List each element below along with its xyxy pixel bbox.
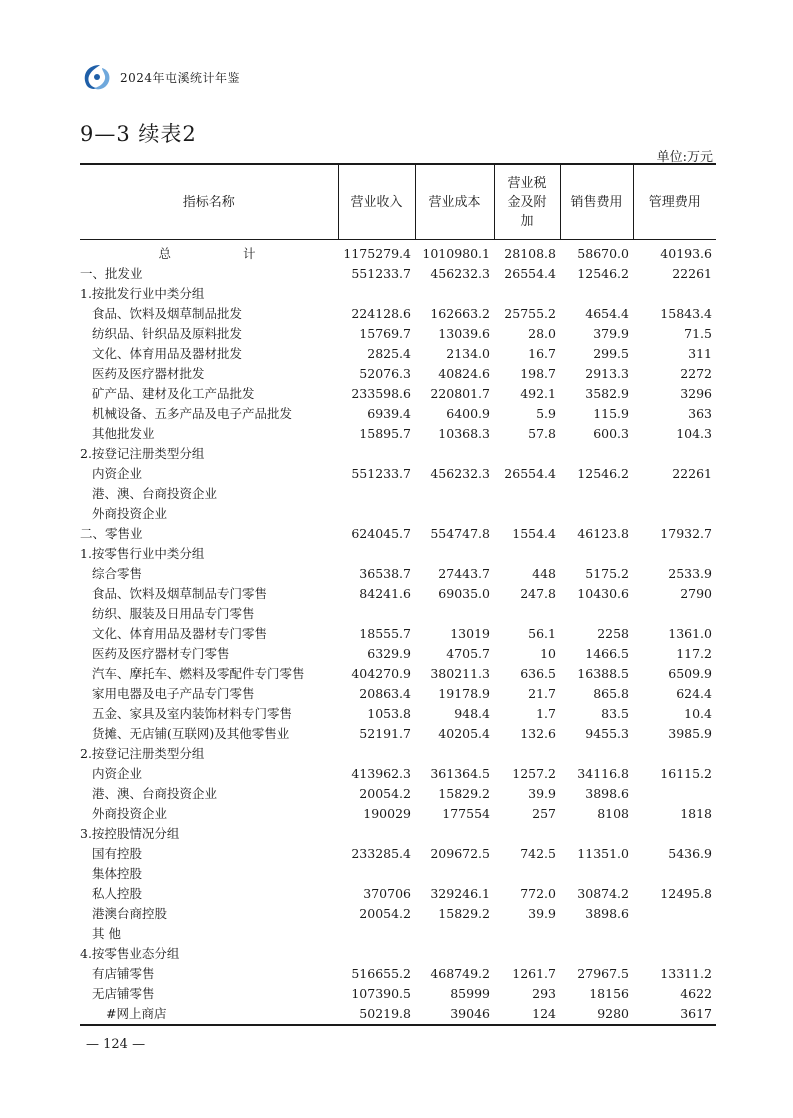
cell-value: 16115.2 (660, 766, 712, 781)
cell-value (560, 744, 633, 764)
cell-value: 83.5 (601, 706, 629, 721)
cell-value: 3582.9 (585, 386, 629, 401)
cell-value: 413962.3 (351, 766, 411, 781)
cell-value: 162663.2 (430, 306, 490, 321)
cell-value: 380211.3 (430, 666, 490, 681)
row-label: 五金、家具及室内装饰材料专门零售 (92, 706, 293, 721)
cell-value (633, 944, 716, 964)
cell-value (338, 924, 415, 944)
cell-value: 15895.7 (359, 426, 411, 441)
table-row (80, 764, 716, 784)
cell-value: 71.5 (684, 326, 712, 341)
row-label: 2.按登记注册类型分组 (80, 746, 205, 761)
cell-value: 865.8 (593, 686, 629, 701)
row-label: 外商投资企业 (92, 506, 168, 521)
cell-value (338, 444, 415, 464)
table-row (80, 664, 716, 684)
cell-value: 115.9 (593, 406, 629, 421)
cell-value: 5436.9 (668, 846, 712, 861)
cell-value (338, 604, 415, 624)
cell-value: 4705.7 (446, 646, 490, 661)
table-row (80, 324, 716, 344)
cell-value: 52191.7 (359, 726, 411, 741)
cell-value (494, 504, 560, 524)
cell-value (415, 864, 494, 884)
cell-value (633, 504, 716, 524)
table-row (80, 404, 716, 424)
row-label: 港、澳、台商投资企业 (92, 786, 218, 801)
cell-value: 247.8 (520, 586, 556, 601)
cell-value: 39046 (415, 1004, 494, 1025)
cell-value (338, 504, 415, 524)
cell-value: 15843.4 (660, 306, 712, 321)
cell-value (415, 604, 494, 624)
table-row (80, 564, 716, 584)
table-row (80, 864, 716, 884)
table-row (80, 724, 716, 744)
cell-value (560, 944, 633, 964)
row-label: 其他批发业 (92, 426, 155, 441)
cell-value: 4654.4 (585, 306, 629, 321)
row-label: 港澳台商控股 (92, 906, 168, 921)
cell-value: 3898.6 (585, 906, 629, 921)
cell-value (560, 444, 633, 464)
cell-value: 299.5 (593, 346, 629, 361)
cell-value: 2825.4 (367, 346, 411, 361)
cell-value: 30874.2 (577, 886, 629, 901)
cell-value: 448 (532, 566, 556, 581)
table-row (80, 744, 716, 764)
cell-value: 17932.7 (660, 526, 712, 541)
cell-value (560, 924, 633, 944)
cell-value (494, 944, 560, 964)
cell-value: 57.8 (528, 426, 556, 441)
cell-value: 117.2 (676, 646, 712, 661)
cell-value: 209672.5 (430, 846, 490, 861)
cell-value (415, 924, 494, 944)
table-row (80, 484, 716, 504)
cell-value: 492.1 (520, 386, 556, 401)
cell-value: 8108 (597, 806, 629, 821)
cell-value: 9280 (560, 1004, 633, 1025)
table-row (80, 884, 716, 904)
cell-value: 600.3 (593, 426, 629, 441)
cell-value: 224128.6 (351, 306, 411, 321)
cell-value (494, 444, 560, 464)
row-label: 2.按登记注册类型分组 (80, 446, 205, 461)
cell-value: 27967.5 (577, 966, 629, 981)
cell-value: 379.9 (593, 326, 629, 341)
cell-value: 5.9 (536, 406, 556, 421)
cell-value (633, 744, 716, 764)
cell-value: 46123.8 (577, 526, 629, 541)
table-header-row (80, 164, 716, 240)
row-label: 有店铺零售 (92, 966, 155, 981)
cell-value: 363 (688, 406, 712, 421)
cell-value: 36538.7 (359, 566, 411, 581)
row-label: 国有控股 (92, 846, 143, 861)
cell-value: 85999 (450, 986, 490, 1001)
table-row (80, 844, 716, 864)
cell-value: 22261 (672, 266, 712, 281)
table-row (80, 524, 716, 544)
row-label: 集体控股 (92, 866, 143, 881)
table-row (80, 464, 716, 484)
cell-value (633, 904, 716, 924)
table-row (80, 424, 716, 444)
table-row (80, 804, 716, 824)
cell-value (633, 784, 716, 804)
cell-value: 1261.7 (512, 966, 556, 981)
row-label: 矿产品、建材及化工产品批发 (92, 386, 255, 401)
cell-value: 2913.3 (585, 366, 629, 381)
cell-value: 329246.1 (430, 886, 490, 901)
cell-value: 28108.8 (504, 246, 556, 261)
row-label: 私人控股 (92, 886, 143, 901)
cell-value: 1466.5 (585, 646, 629, 661)
cell-value: 6509.9 (668, 666, 712, 681)
table-title: 9—3 续表2 (80, 122, 197, 146)
page-number: — 124 — (86, 1037, 146, 1052)
cell-value: 9455.3 (585, 726, 629, 741)
table-row (80, 240, 716, 265)
row-label: 二、零售业 (80, 526, 143, 541)
row-label: 内资企业 (92, 766, 143, 781)
cell-value: 132.6 (520, 726, 556, 741)
row-label: 纺织、服装及日用品专门零售 (92, 606, 255, 621)
cell-value (338, 284, 415, 304)
table-row (80, 964, 716, 984)
cell-value: 257 (532, 806, 556, 821)
cell-value (560, 544, 633, 564)
cell-value: 84241.6 (359, 586, 411, 601)
cell-value (415, 284, 494, 304)
row-label: 纺织品、针织品及原料批发 (92, 326, 243, 341)
cell-value (338, 544, 415, 564)
table-row (80, 704, 716, 724)
table-row (80, 924, 716, 944)
cell-value: 198.7 (520, 366, 556, 381)
cell-value (494, 924, 560, 944)
cell-value: 516655.2 (351, 966, 411, 981)
cell-value: 18555.7 (359, 626, 411, 641)
cell-value: 624045.7 (351, 526, 411, 541)
row-label: 家用电器及电子产品专门零售 (92, 686, 255, 701)
row-label: 港、澳、台商投资企业 (92, 486, 218, 501)
cell-value: 13019 (450, 626, 490, 641)
table-row (80, 384, 716, 404)
cell-value (560, 504, 633, 524)
cell-value: 6939.4 (367, 406, 411, 421)
cell-value (560, 604, 633, 624)
cell-value (560, 824, 633, 844)
cell-value: 2258 (597, 626, 629, 641)
cell-value (633, 284, 716, 304)
cell-value (494, 284, 560, 304)
cell-value (633, 824, 716, 844)
cell-value: 10368.3 (438, 426, 490, 441)
cell-value (338, 864, 415, 884)
cell-value (633, 924, 716, 944)
table-row (80, 504, 716, 524)
cell-value: 11351.0 (577, 846, 629, 861)
cell-value (338, 944, 415, 964)
column-header: 管理费用 (633, 164, 716, 240)
cell-value: 10430.6 (577, 586, 629, 601)
cell-value: 56.1 (528, 626, 556, 641)
cell-value: 25755.2 (504, 306, 556, 321)
cell-value: 15829.2 (438, 786, 490, 801)
page-header (80, 62, 240, 92)
cell-value (338, 484, 415, 504)
yearbook-logo-icon (80, 62, 114, 92)
cell-value: 69035.0 (438, 586, 490, 601)
cell-value: 19178.9 (438, 686, 490, 701)
table-row (80, 1004, 716, 1025)
cell-value: 554747.8 (430, 526, 490, 541)
cell-value: 177554 (442, 806, 490, 821)
cell-value: 1257.2 (512, 766, 556, 781)
cell-value: 20863.4 (359, 686, 411, 701)
row-label: 食品、饮料及烟草制品批发 (92, 306, 243, 321)
book-title: 2024年屯溪统计年鉴 (120, 70, 241, 85)
table-row (80, 644, 716, 664)
cell-value: 456232.3 (430, 266, 490, 281)
cell-value: 27443.7 (438, 566, 490, 581)
row-label: 汽车、摩托车、燃料及零配件专门零售 (92, 666, 305, 681)
column-header: 营业税金及附加 (494, 164, 560, 240)
cell-value (415, 824, 494, 844)
cell-value: 551233.7 (351, 466, 411, 481)
column-header: 销售费用 (560, 164, 633, 240)
unit-label: 单位:万元 (656, 150, 713, 165)
cell-value: 3296 (680, 386, 712, 401)
cell-value: 21.7 (528, 686, 556, 701)
cell-value: 18156 (589, 986, 629, 1001)
row-label: 医药及医疗器材批发 (92, 366, 205, 381)
cell-value (494, 824, 560, 844)
table-row (80, 364, 716, 384)
cell-value: 16388.5 (577, 666, 629, 681)
cell-value (494, 864, 560, 884)
cell-value: 1554.4 (512, 526, 556, 541)
cell-value: 39.9 (528, 906, 556, 921)
cell-value: 2272 (680, 366, 712, 381)
cell-value: 742.5 (520, 846, 556, 861)
row-label: 1.按批发行业中类分组 (80, 286, 205, 301)
cell-value (415, 744, 494, 764)
cell-value: 40205.4 (438, 726, 490, 741)
cell-value: 233598.6 (351, 386, 411, 401)
cell-value: 6329.9 (367, 646, 411, 661)
cell-value (560, 864, 633, 884)
row-label: 医药及医疗器材专门零售 (92, 646, 230, 661)
row-label: 货摊、无店铺(互联网)及其他零售业 (92, 726, 290, 741)
table-row (80, 784, 716, 804)
cell-value: 12495.8 (660, 886, 712, 901)
table-row (80, 904, 716, 924)
statistics-table (80, 163, 716, 1026)
cell-value: 311 (688, 346, 712, 361)
table-row (80, 984, 716, 1004)
row-label: 综合零售 (92, 566, 143, 581)
cell-value: 10 (540, 646, 556, 661)
cell-value: 3898.6 (585, 786, 629, 801)
table-row (80, 604, 716, 624)
row-label: 1.按零售行业中类分组 (80, 546, 205, 561)
cell-value: 12546.2 (577, 466, 629, 481)
cell-value: 1.7 (536, 706, 556, 721)
cell-value: 2790 (680, 586, 712, 601)
row-label: 一、批发业 (80, 266, 143, 281)
cell-value (338, 824, 415, 844)
cell-value: 15829.2 (438, 906, 490, 921)
cell-value: 39.9 (528, 786, 556, 801)
cell-value: 15769.7 (359, 326, 411, 341)
row-label: 内资企业 (92, 466, 143, 481)
cell-value (338, 744, 415, 764)
cell-value: 293 (532, 986, 556, 1001)
cell-value: 3617 (633, 1004, 716, 1025)
row-label: 4.按零售业态分组 (80, 946, 180, 961)
cell-value: 1361.0 (668, 626, 712, 641)
table-row (80, 944, 716, 964)
cell-value: 107390.5 (351, 986, 411, 1001)
cell-value: 5175.2 (585, 566, 629, 581)
cell-value (415, 484, 494, 504)
row-label: 文化、体育用品及器材批发 (92, 346, 243, 361)
cell-value (633, 484, 716, 504)
cell-value: 16.7 (528, 346, 556, 361)
cell-value: 13039.6 (438, 326, 490, 341)
table-row (80, 544, 716, 564)
cell-value: 1175279.4 (343, 246, 411, 261)
cell-value (415, 504, 494, 524)
cell-value (494, 744, 560, 764)
cell-value: 468749.2 (430, 966, 490, 981)
cell-value: 50219.8 (338, 1004, 415, 1025)
table-row (80, 344, 716, 364)
row-label: 无店铺零售 (92, 986, 155, 1001)
cell-value: 190029 (363, 806, 411, 821)
row-label: 文化、体育用品及器材专门零售 (92, 626, 268, 641)
cell-value (633, 444, 716, 464)
cell-value: 124 (494, 1004, 560, 1025)
cell-value: 58670.0 (577, 246, 629, 261)
cell-value (560, 484, 633, 504)
cell-value: 20054.2 (359, 786, 411, 801)
cell-value (633, 604, 716, 624)
cell-value: 551233.7 (351, 266, 411, 281)
cell-value: 40824.6 (438, 366, 490, 381)
cell-value: 361364.5 (430, 766, 490, 781)
cell-value: 772.0 (520, 886, 556, 901)
row-label: 其 他 (92, 926, 121, 941)
cell-value (560, 284, 633, 304)
cell-value: 404270.9 (351, 666, 411, 681)
cell-value: 40193.6 (660, 246, 712, 261)
cell-value: 3985.9 (668, 726, 712, 741)
cell-value: 4622 (680, 986, 712, 1001)
row-label: 食品、饮料及烟草制品专门零售 (92, 586, 268, 601)
cell-value: 22261 (672, 466, 712, 481)
cell-value: 636.5 (520, 666, 556, 681)
cell-value: 2533.9 (668, 566, 712, 581)
table-body (80, 240, 716, 1026)
column-header: 营业成本 (415, 164, 494, 240)
cell-value: 28.0 (528, 326, 556, 341)
cell-value (633, 544, 716, 564)
table-row (80, 264, 716, 284)
cell-value: 456232.3 (430, 466, 490, 481)
cell-value: 948.4 (454, 706, 490, 721)
table-row (80, 304, 716, 324)
table-row (80, 444, 716, 464)
cell-value: 20054.2 (359, 906, 411, 921)
column-header: 指标名称 (80, 164, 338, 240)
cell-value: 1053.8 (367, 706, 411, 721)
table-row (80, 624, 716, 644)
table-row (80, 824, 716, 844)
cell-value: 12546.2 (577, 266, 629, 281)
cell-value (633, 864, 716, 884)
row-label: 总 计 (158, 246, 290, 261)
row-label: 机械设备、五多产品及电子产品批发 (92, 406, 293, 421)
cell-value (494, 604, 560, 624)
cell-value: 220801.7 (430, 386, 490, 401)
cell-value (415, 444, 494, 464)
cell-value: 370706 (363, 886, 411, 901)
cell-value: 1010980.1 (422, 246, 490, 261)
cell-value: 1818 (680, 806, 712, 821)
table-row (80, 284, 716, 304)
cell-value: 26554.4 (504, 266, 556, 281)
cell-value: 624.4 (676, 686, 712, 701)
table-row (80, 584, 716, 604)
cell-value: 13311.2 (660, 966, 712, 981)
cell-value: 2134.0 (446, 346, 490, 361)
row-label: 外商投资企业 (92, 806, 168, 821)
cell-value: 233285.4 (351, 846, 411, 861)
cell-value: 52076.3 (359, 366, 411, 381)
cell-value: 104.3 (676, 426, 712, 441)
cell-value (494, 544, 560, 564)
cell-value (415, 944, 494, 964)
column-header: 营业收入 (338, 164, 415, 240)
cell-value: 34116.8 (577, 766, 629, 781)
row-label: 3.按控股情况分组 (80, 826, 180, 841)
cell-value (415, 544, 494, 564)
cell-value (494, 484, 560, 504)
cell-value: 26554.4 (504, 466, 556, 481)
table-row (80, 684, 716, 704)
row-label: #网上商店 (80, 1004, 338, 1025)
cell-value: 10.4 (684, 706, 712, 721)
cell-value: 6400.9 (446, 406, 490, 421)
